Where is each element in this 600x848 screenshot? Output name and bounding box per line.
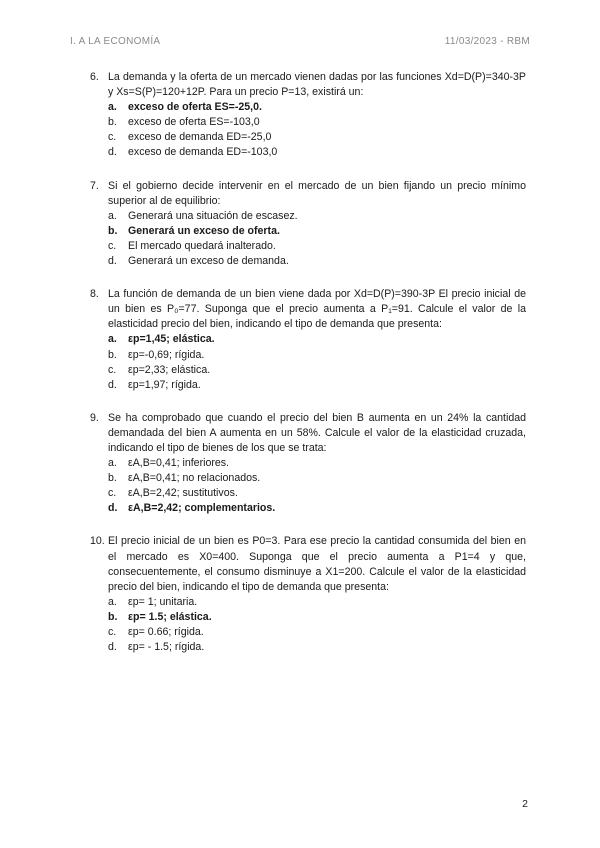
question-text: Si el gobierno decide intervenir en el mercado de un bien fijando un precio mínimo superior al de equilibrio:	[108, 179, 526, 207]
option-text: exceso de demanda ED=-103,0	[128, 146, 278, 159]
question-number: 10.	[90, 535, 105, 548]
option-letter: b.	[108, 224, 118, 237]
answer-option	[108, 348, 526, 363]
answer-options	[90, 332, 526, 392]
answer-option	[108, 595, 526, 610]
question-10	[90, 534, 526, 655]
question-number: 6.	[90, 71, 99, 83]
option-letter: d.	[108, 378, 117, 391]
answer-option	[108, 501, 526, 516]
option-letter: b.	[108, 348, 117, 361]
answer-option	[108, 239, 526, 254]
option-text: El mercado quedará inalterado.	[128, 239, 276, 252]
page-header	[70, 36, 530, 47]
option-text: Generará una situación de escasez.	[128, 209, 298, 222]
option-text: Generará un exceso de demanda.	[128, 255, 289, 268]
question-stem	[90, 287, 526, 332]
option-text: εp= 1; unitaria.	[128, 595, 198, 608]
answer-option	[108, 486, 526, 501]
answer-options	[90, 100, 526, 160]
answer-option	[108, 456, 526, 471]
option-text: εp=1,45; elástica.	[128, 333, 215, 346]
option-text: εp= - 1.5; rígida.	[128, 641, 205, 654]
option-letter: c.	[108, 363, 117, 376]
answer-option	[108, 363, 526, 378]
answer-option	[108, 224, 526, 239]
question-number: 7.	[90, 179, 99, 192]
header-date-author: 11/03/2023 - RBM	[444, 36, 530, 47]
option-letter: c.	[108, 487, 117, 500]
answer-option	[108, 378, 526, 393]
question-stem	[90, 179, 526, 209]
option-text: exceso de demanda ED=-25,0	[128, 131, 272, 144]
option-letter: b.	[108, 610, 118, 623]
option-letter: b.	[108, 116, 117, 129]
answer-option	[108, 130, 526, 145]
option-text: εp=1,97; rígida.	[128, 378, 201, 391]
question-stem	[90, 70, 526, 100]
question-stem	[90, 411, 526, 456]
question-text: El precio inicial de un bien es P0=3. Para ese precio la cantidad consumida del bien en el mercado es X0=400. Suponga que el precio aumenta a P1=4 y que, consecuentemente, el consumo disminuye a X1=200. Calcule el valor de la elasticidad precio del bien, indicando el tipo de demanda que presenta:	[108, 535, 526, 593]
answer-option	[108, 625, 526, 640]
option-letter: d.	[108, 146, 117, 159]
option-letter: a.	[108, 457, 117, 470]
question-number: 9.	[90, 411, 99, 424]
page-number: 2	[522, 798, 528, 810]
option-letter: c.	[108, 131, 117, 144]
option-text: εp= 0.66; rígida.	[128, 626, 204, 638]
question-9	[90, 411, 526, 517]
option-letter: c.	[108, 239, 117, 252]
option-text: εA,B=0,41; no relacionados.	[128, 472, 261, 485]
answer-options	[90, 209, 526, 269]
answer-option	[108, 209, 526, 224]
answer-options	[90, 595, 526, 655]
header-course-title: I. A LA ECONOMÍA	[70, 36, 161, 47]
question-8	[90, 287, 526, 393]
option-text: εp=-0,69; rígida.	[128, 348, 205, 361]
option-letter: a.	[108, 595, 117, 608]
question-text: La función de demanda de un bien viene dada por Xd=D(P)=390-3P El precio inicial de un bien es P₀=77. Suponga que el precio aumenta a P₁=91. Calcule el valor de la elasticidad precio del bien, indicando el tipo de demanda que presenta:	[108, 288, 526, 331]
option-letter: a.	[108, 101, 117, 114]
question-7	[90, 179, 526, 270]
question-text: La demanda y la oferta de un mercado vienen dadas por las funciones Xd=D(P)=340-3P y Xs=S(P)=120+12P. Para un precio P=13, existirá un:	[108, 71, 526, 99]
option-text: εA,B=2,42; complementarios.	[128, 502, 276, 515]
answer-option	[108, 640, 526, 655]
option-text: εp= 1.5; elástica.	[128, 610, 212, 623]
answer-option	[108, 115, 526, 130]
option-text: εA,B=0,41; inferiores.	[128, 457, 230, 470]
answer-options	[90, 456, 526, 516]
option-letter: b.	[108, 472, 117, 485]
question-list	[90, 70, 526, 673]
option-text: Generará un exceso de oferta.	[128, 224, 280, 237]
option-text: εp=2,33; elástica.	[128, 363, 211, 376]
answer-option	[108, 254, 526, 269]
option-letter: d.	[108, 502, 118, 515]
answer-option	[108, 610, 526, 625]
option-letter: a.	[108, 333, 117, 346]
option-text: εA,B=2,42; sustitutivos.	[128, 487, 238, 500]
answer-option	[108, 471, 526, 486]
option-letter: d.	[108, 255, 117, 268]
option-letter: a.	[108, 209, 117, 222]
question-text: Se ha comprobado que cuando el precio del bien B aumenta en un 24% la cantidad demandada del bien A aumenta en un 58%. Calcule el valor de la elasticidad cruzada, indicando el tipo de bienes de los que se trata:	[108, 411, 526, 454]
option-letter: d.	[108, 641, 117, 654]
option-text: exceso de oferta ES=-25,0.	[128, 101, 262, 114]
question-6	[90, 70, 526, 161]
question-number: 8.	[90, 288, 99, 301]
answer-option	[108, 100, 526, 115]
question-stem	[90, 534, 526, 594]
answer-option	[108, 145, 526, 160]
option-letter: c.	[108, 626, 117, 638]
option-text: exceso de oferta ES=-103,0	[128, 116, 260, 129]
answer-option	[108, 332, 526, 347]
